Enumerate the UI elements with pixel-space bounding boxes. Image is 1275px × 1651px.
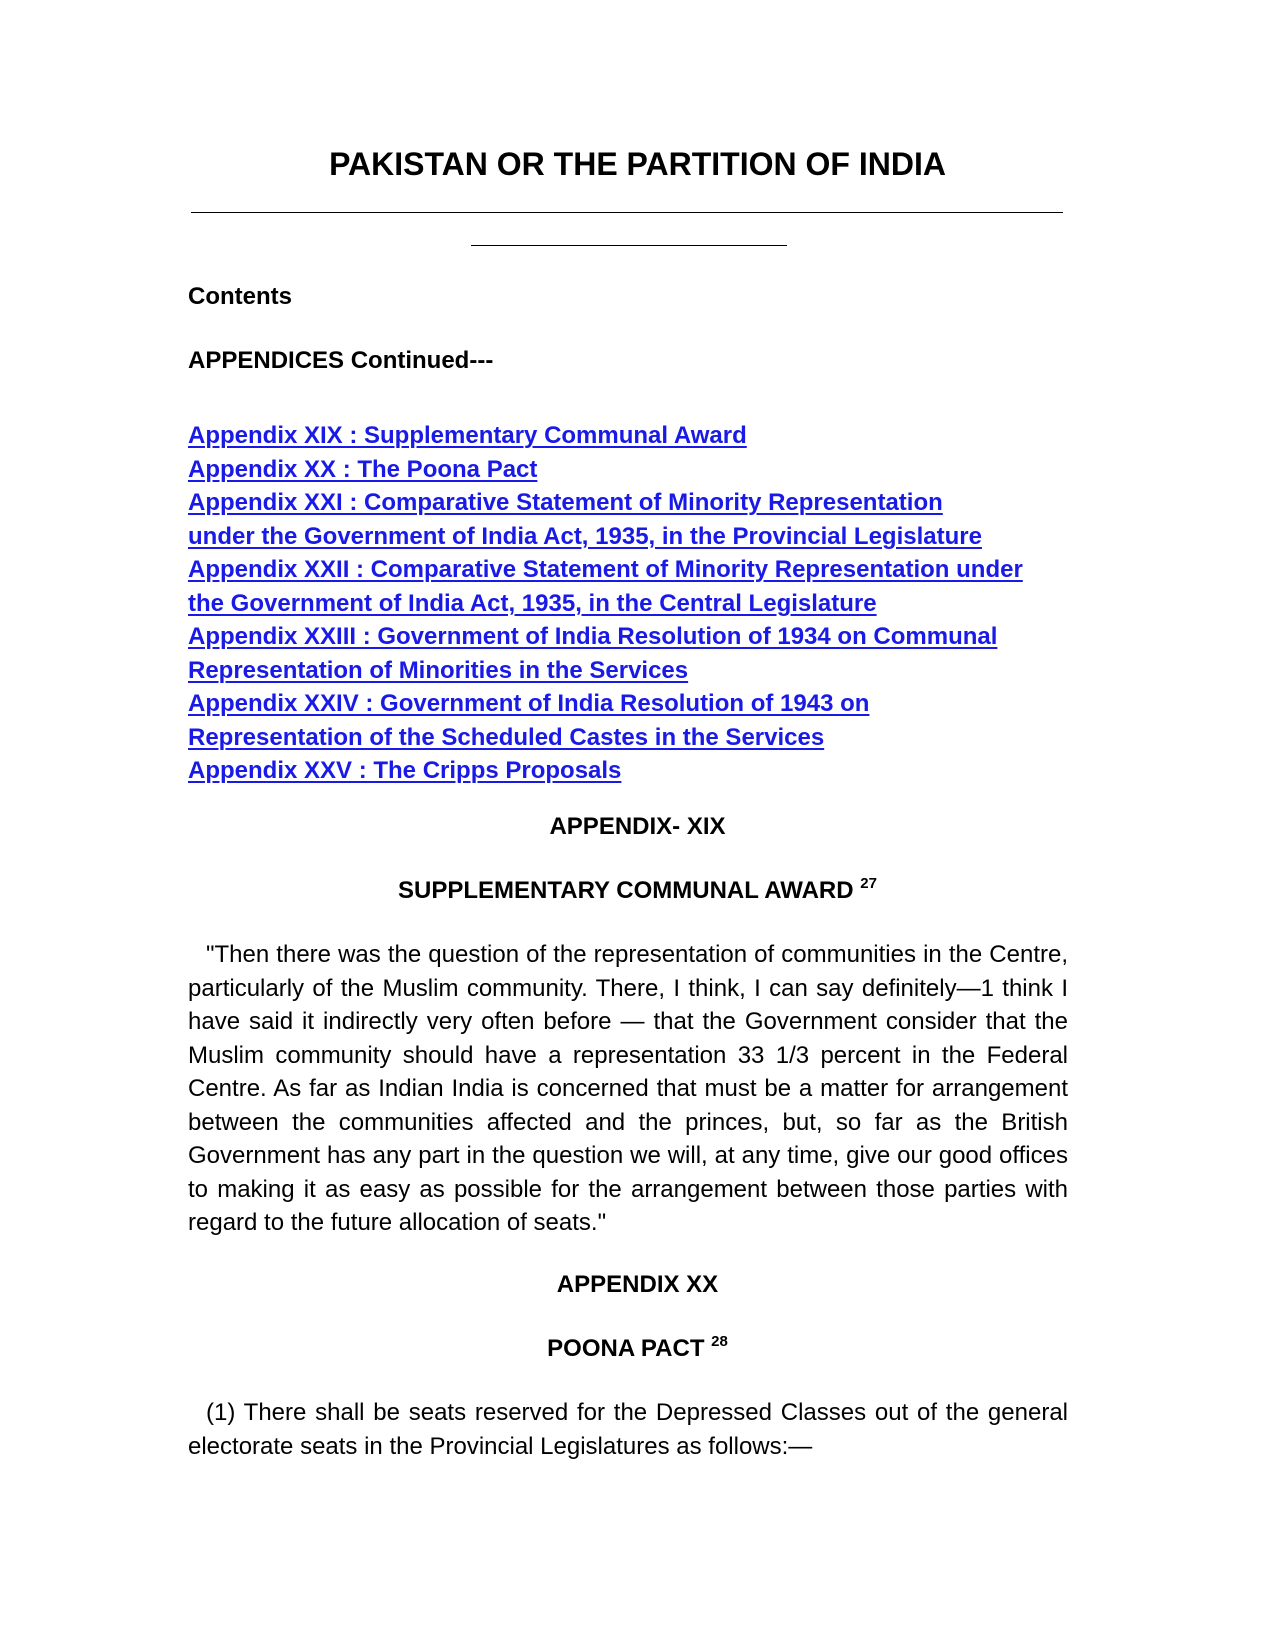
appendix-xix-label: APPENDIX- XIX (549, 813, 726, 840)
toc-item (188, 486, 1088, 520)
toc-link-appendix-xxiv[interactable]: Appendix XXIV : Government of India Resolution of 1943 on (188, 690, 870, 717)
toc-item (188, 620, 1088, 654)
toc-link-appendix-xxiii-cont[interactable]: Representation of Minorities in the Services (188, 656, 689, 684)
toc-list (188, 419, 1088, 788)
toc-item (188, 721, 1088, 755)
toc-item (188, 654, 1088, 688)
toc-link-appendix-xx[interactable]: Appendix XX : The Poona Pact (188, 455, 538, 483)
appendix-xx-title (0, 1334, 1275, 1364)
appendix-xx-label: APPENDIX XX (556, 1271, 719, 1298)
appendix-xx-paragraph: (1) There shall be seats reserved for the Depressed Classes out of the general electorate seats in the Provincial Legislatures as follows:— (188, 1399, 1068, 1460)
toc-item (188, 754, 1088, 788)
toc-link-appendix-xxi-cont[interactable]: under the Government of India Act, 1935, in the Provincial Legislature (188, 522, 982, 550)
toc-link-appendix-xxiv-cont[interactable]: Representation of the Scheduled Castes in the Services (188, 723, 825, 751)
appendix-xx-title-text: POONA PACT (547, 1335, 705, 1362)
toc-link-appendix-xxv[interactable]: Appendix XXV : The Cripps Proposals (188, 757, 622, 784)
toc-link-appendix-xix[interactable]: Appendix XIX : Supplementary Communal Award (188, 422, 747, 449)
toc-link-appendix-xxii-cont[interactable]: the Government of India Act, 1935, in the Central Legislature (188, 589, 877, 617)
toc-link-appendix-xxiii[interactable]: Appendix XXIII : Government of India Resolution of 1934 on Communal (188, 623, 998, 650)
toc-item (188, 687, 1088, 721)
toc-item (188, 587, 1088, 621)
toc-item (188, 553, 1088, 587)
title-rule-short (471, 245, 787, 246)
contents-heading: Contents (188, 283, 292, 310)
footnote-marker: 28 (711, 1333, 728, 1350)
toc-item (188, 520, 1088, 554)
footnote-marker: 27 (860, 875, 877, 892)
appendix-xix-title-text: SUPPLEMENTARY COMMUNAL AWARD (398, 877, 854, 904)
appendix-xix-title (0, 876, 1275, 906)
toc-link-appendix-xxi[interactable]: Appendix XXI : Comparative Statement of Minority Representation (188, 489, 943, 516)
toc-item (188, 419, 1088, 453)
toc-link-appendix-xxii[interactable]: Appendix XXII : Comparative Statement of Minority Representation under (188, 556, 1023, 583)
appendix-xix-paragraph: "Then there was the question of the representation of communities in the Centre, particularly of the Muslim community. There, I think, I can say definitely—1 think I have said it indirectly very often before — that the Government consider that the Muslim community should have a representation 33 1/3 percent in the Federal Centre. As far as Indian India is concerned that must be a matter for arrangement between the communities affected and the princes, but, so far as the British Government has any part in the question we will, at any time, give our good offices to making it as easy as possible for the arrangement between those parties with regard to the future allocation of seats." (188, 941, 1068, 1236)
toc-item (188, 453, 1088, 487)
appendices-heading: APPENDICES Continued--- (188, 347, 494, 374)
document-title: PAKISTAN OR THE PARTITION OF INDIA (329, 146, 946, 182)
title-rule-long (191, 212, 1063, 213)
